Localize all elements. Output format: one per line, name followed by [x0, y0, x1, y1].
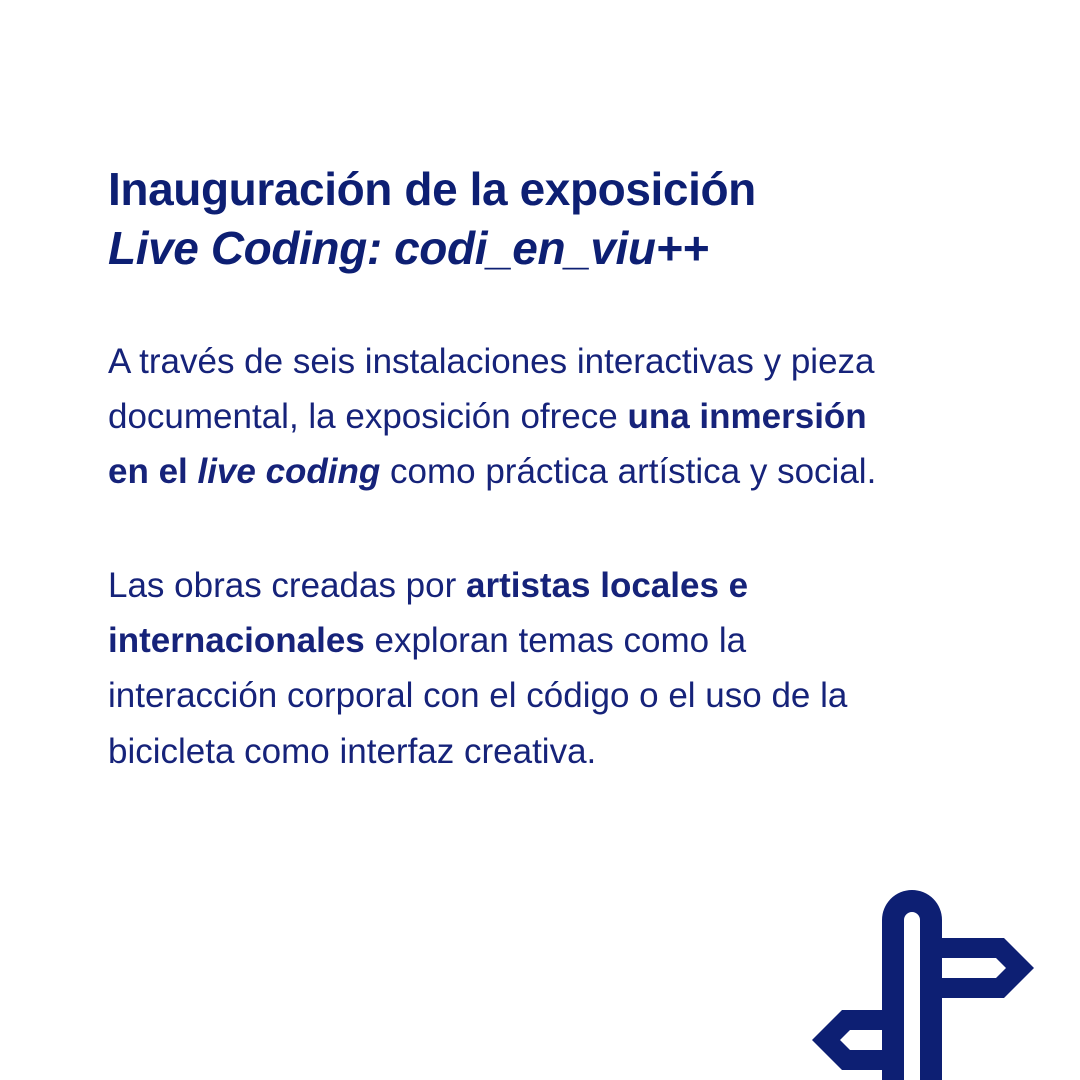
- paragraph-1-segment-4: como práctica artística y social.: [380, 452, 877, 492]
- paragraph-1-segment-2: una inmersión en el: [108, 397, 867, 492]
- paragraph-2-segment-3: exploran temas como la interacción corporal con el código o el uso de la bicicleta como interfaz creativa.: [108, 620, 848, 771]
- paragraph-1-segment-1: A través de seis instalaciones interactivas y pieza documental, la exposición ofrece: [108, 341, 875, 437]
- signpost-arrows-logo-icon: [782, 880, 1072, 1080]
- paragraph-2-segment-2: artistas locales e internacionales: [108, 565, 749, 660]
- paragraph-1: [108, 334, 878, 500]
- paragraph-2-segment-1: Las obras creadas por: [108, 565, 466, 605]
- paragraph-1-segment-3: live coding: [197, 452, 381, 492]
- page-title-line-1: Inauguración de la exposición: [108, 163, 756, 215]
- page-title-line-2: Live Coding: codi_en_viu++: [108, 221, 709, 274]
- page-title: [108, 160, 898, 278]
- paragraph-2: [108, 558, 878, 779]
- poster-content: [108, 160, 898, 779]
